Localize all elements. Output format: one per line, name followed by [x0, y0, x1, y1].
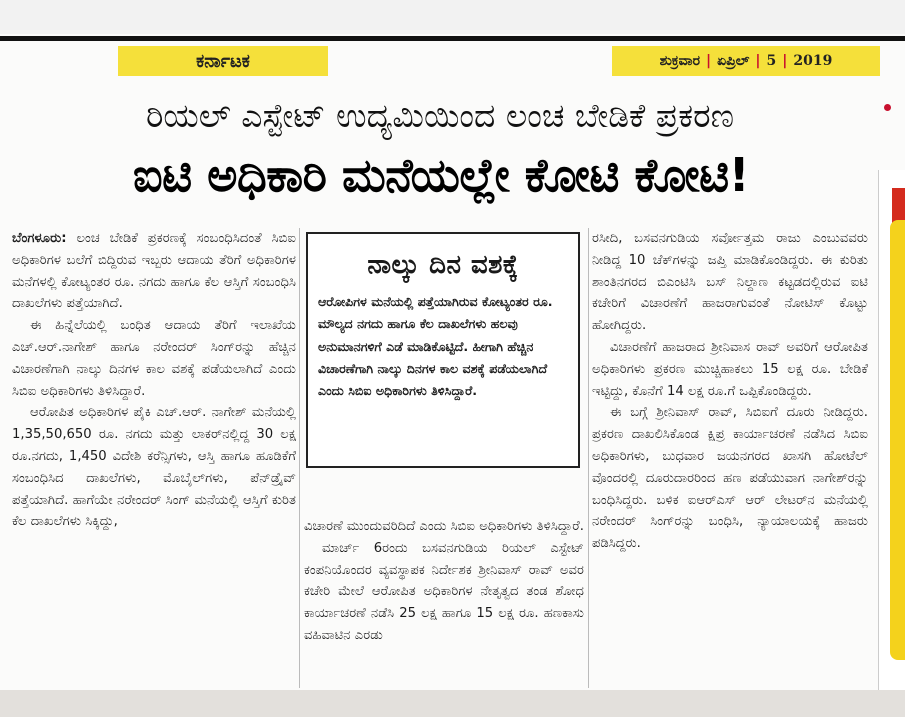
column-divider	[588, 228, 589, 688]
column-divider	[299, 228, 300, 688]
day-number: 5	[766, 53, 777, 69]
paragraph: ಮಾರ್ಚ್ 6ರಂದು ಬಸವನಗುಡಿಯ ರಿಯಲ್ ಎಸ್ಟೇಟ್ ಕಂಪನಿಯೊಂದರ ವ್ಯವಸ್ಥಾಪಕ ನಿರ್ದೇಶಕ ಶ್ರೀನಿವಾಸ್ ರಾವ್ ಅವರ ಕಚೇರಿ ಮೇಲೆ ಆರೋಪಿತ ಅಧಿಕಾರಿಗಳ ನೇತೃತ್ವದ ತಂಡ ಶೋಧ ಕಾರ್ಯಾಚರಣೆ ನಡೆಸಿ 25 ಲಕ್ಷ ಹಾಗೂ 15 ಲಕ್ಷ ರೂ. ಹಣಕಾಸು ವಹಿವಾಟಿನ ಎರಡು	[304, 540, 584, 643]
paragraph: ರಸೀದಿ, ಬಸವನಗುಡಿಯ ಸರ್ವೋತ್ತಮ ರಾಜು ಎಂಬುವವರು ನೀಡಿದ್ದ 10 ಚೆಕ್‌ಗಳನ್ನು ಜಪ್ತಿ ಮಾಡಿಕೊಂಡಿದ್ದರು. ಈ ಕುರಿತು ಶಾಂತಿನಗರದ ಬಿಎಂಟಿಸಿ ಬಸ್ ನಿಲ್ದಾಣ ಕಟ್ಟಡದಲ್ಲಿರುವ ಐಟಿ ಕಚೇರಿಗೆ ವಿಚಾರಣೆಗೆ ಹಾಜರಾಗುವಂತೆ ನೋಟಿಸ್ ಕೊಟ್ಟು ಹೋಗಿದ್ದರು.	[592, 231, 868, 334]
sidebar-box	[306, 232, 580, 468]
article-column-3	[592, 228, 868, 555]
story-headline: ಐಟಿ ಅಧಿಕಾರಿ ಮನೆಯಲ್ಲೇ ಕೋಟಿ ಕೋಟಿ!	[132, 148, 750, 202]
paragraph: ಈ ಹಿನ್ನೆಲೆಯಲ್ಲಿ ಬಂಧಿತ ಆದಾಯ ತೆರಿಗೆ ಇಲಾಖೆಯ ಎಚ್.ಆರ್.ನಾಗೇಶ್ ಹಾಗೂ ನರೇಂದರ್ ಸಿಂಗ್‌ರನ್ನು ಹೆಚ್ಚಿನ ವಿಚಾರಣೆಗಾಗಿ ನಾಲ್ಕು ದಿನಗಳ ಕಾಲ ವಶಕ್ಕೆ ಪಡೆಯಲಾಗಿದೆ ಎಂದು ಸಿಬಿಐ ಅಧಿಕಾರಿಗಳು ತಿಳಿಸಿದ್ದಾರೆ.	[12, 318, 296, 399]
box-body: ಆರೋಪಿಗಳ ಮನೆಯಲ್ಲಿ ಪತ್ತೆಯಾಗಿರುವ ಕೋಟ್ಯಂತರ ರೂ. ಮೌಲ್ಯದ ನಗದು ಹಾಗೂ ಕೆಲ ದಾಖಲೆಗಳು ಹಲವು ಅನುಮಾನಗಳಿಗೆ ಎಡೆ ಮಾಡಿಕೊಟ್ಟಿದೆ. ಹೀಗಾಗಿ ಹೆಚ್ಚಿನ ವಿಚಾರಣೆಗಾಗಿ ನಾಲ್ಕು ದಿನಗಳ ಕಾಲ ವಶಕ್ಕೆ ಪಡೆಯಲಾಗಿದೆ ಎಂದು ಸಿಬಿಐ ಅಧಿಕಾರಿಗಳು ತಿಳಿಸಿದ್ದಾರೆ.	[318, 294, 553, 399]
paragraph: ವಿಚಾರಣೆಗೆ ಹಾಜರಾದ ಶ್ರೀನಿವಾಸ ರಾವ್ ಅವರಿಗೆ ಆರೋಪಿತ ಅಧಿಕಾರಿಗಳು ಪ್ರಕರಣ ಮುಚ್ಚಿಹಾಕಲು 15 ಲಕ್ಷ ರೂ. ಬೇಡಿಕೆ ಇಟ್ಟಿದ್ದು, ಕೊನೆಗೆ 14 ಲಕ್ಷ ರೂ.ಗೆ ಒಪ್ಪಿಕೊಂಡಿದ್ದರು.	[592, 339, 868, 399]
box-title: ನಾಲ್ಕು ದಿನ ವಶಕ್ಕೆ	[367, 250, 519, 280]
paragraph: ವಿಚಾರಣೆ ಮುಂದುವರಿದಿದೆ ಎಂದು ಸಿಬಿಐ ಅಧಿಕಾರಿಗಳು ತಿಳಿಸಿದ್ದಾರೆ.	[304, 519, 584, 534]
issue-date	[612, 46, 880, 76]
date-separator: |	[706, 53, 712, 69]
dateline-city: ಬೆಂಗಳೂರು:	[12, 231, 67, 246]
paragraph: ಈ ಬಗ್ಗೆ ಶ್ರೀನಿವಾಸ್ ರಾವ್, ಸಿಬಿಐಗೆ ದೂರು ನೀಡಿದ್ದರು. ಪ್ರಕರಣ ದಾಖಲಿಸಿಕೊಂಡ ಕ್ಷಿಪ್ರ ಕಾರ್ಯಾಚರಣೆ ನಡೆಸಿದ ಸಿಬಿಐ ಅಧಿಕಾರಿಗಳು, ಬುಧವಾರ ಜಯನಗರದ ಖಾಸಗಿ ಹೋಟೆಲ್ ವೊಂದರಲ್ಲಿ ದೂರುದಾರರಿಂದ ಹಣ ಪಡೆಯುವಾಗ ನಾಗೇಶ್‌ರನ್ನು ಬಂಧಿಸಿದ್ದರು. ಬಳಿಕ ಐಆರ್‌ಎಸ್ ಆರ್ ಲೇಟರ್‌ನ ಮನೆಯಲ್ಲಿ ನರೇಂದರ್ ಸಿಂಗ್‌ರನ್ನು ಬಂಧಿಸಿ, ನ್ಯಾಯಾಲಯಕ್ಕೆ ಹಾಜರು ಪಡಿಸಿದ್ದರು.	[592, 405, 868, 552]
header-rule	[0, 36, 905, 41]
bottle-icon	[890, 220, 905, 660]
red-bullet-icon	[884, 104, 891, 111]
top-margin	[0, 0, 905, 34]
weekday: ಶುಕ್ರವಾರ	[659, 53, 701, 69]
month: ಏಪ್ರಿಲ್	[717, 53, 750, 69]
year: 2019	[793, 53, 833, 69]
section-label: ಕರ್ನಾಟಕ	[118, 46, 328, 76]
paragraph-text: ಲಂಚ ಬೇಡಿಕೆ ಪ್ರಕರಣಕ್ಕೆ ಸಂಬಂಧಿಸಿದಂತೆ ಸಿಬಿಐ ಅಧಿಕಾರಿಗಳ ಬಲೆಗೆ ಬಿದ್ದಿರುವ ಇಬ್ಬರು ಆದಾಯ ತೆರಿಗೆ ಅಧಿಕಾರಿಗಳ ಮನೆಗಳಲ್ಲಿ ಕೋಟ್ಯಂತರ ರೂ. ನಗದು ಹಾಗೂ ಕೆಲ ಆಸ್ತಿಗೆ ಸಂಬಂಧಿಸಿ ದಾಖಲೆಗಳು ಪತ್ತೆಯಾಗಿದೆ.	[12, 231, 296, 312]
article-column-1	[12, 228, 296, 533]
story-kicker: ರಿಯಲ್ ಎಸ್ಟೇಟ್ ಉದ್ಯಮಿಯಿಂದ ಲಂಚ ಬೇಡಿಕೆ ಪ್ರಕರಣ	[145, 96, 735, 135]
paragraph: ಆರೋಪಿತ ಅಧಿಕಾರಿಗಳ ಪೈಕಿ ಎಚ್.ಆರ್. ನಾಗೇಶ್ ಮನೆಯಲ್ಲಿ 1,35,50,650 ರೂ. ನಗದು ಮತ್ತು ಲಾಕರ್‌ನಲ್ಲಿದ್ದ 30 ಲಕ್ಷ ರೂ.ನಗದು, 1,450 ವಿದೇಶಿ ಕರೆನ್ಸಿಗಳು, ಆಸ್ತಿ ಹಾಗೂ ಹೂಡಿಕೆಗೆ ಸಂಬಂಧಿಸಿದ ದಾಖಲೆಗಳು, ಮೊಬೈಲ್‌ಗಳು, ಪೆನ್‌ಡ್ರೈವ್ ಪತ್ತೆಯಾಗಿದೆ. ಹಾಗೆಯೇ ನರೇಂದರ್ ಸಿಂಗ್ ಮನೆಯಲ್ಲಿ ಆಸ್ತಿಗೆ ಕುರಿತ ಕೆಲ ದಾಖಲೆಗಳು ಸಿಕ್ಕಿದ್ದು,	[12, 405, 296, 530]
bottom-margin	[0, 690, 905, 717]
date-separator: |	[755, 53, 761, 69]
date-separator: |	[782, 53, 788, 69]
article-column-2	[304, 516, 584, 647]
paragraph	[12, 228, 296, 315]
